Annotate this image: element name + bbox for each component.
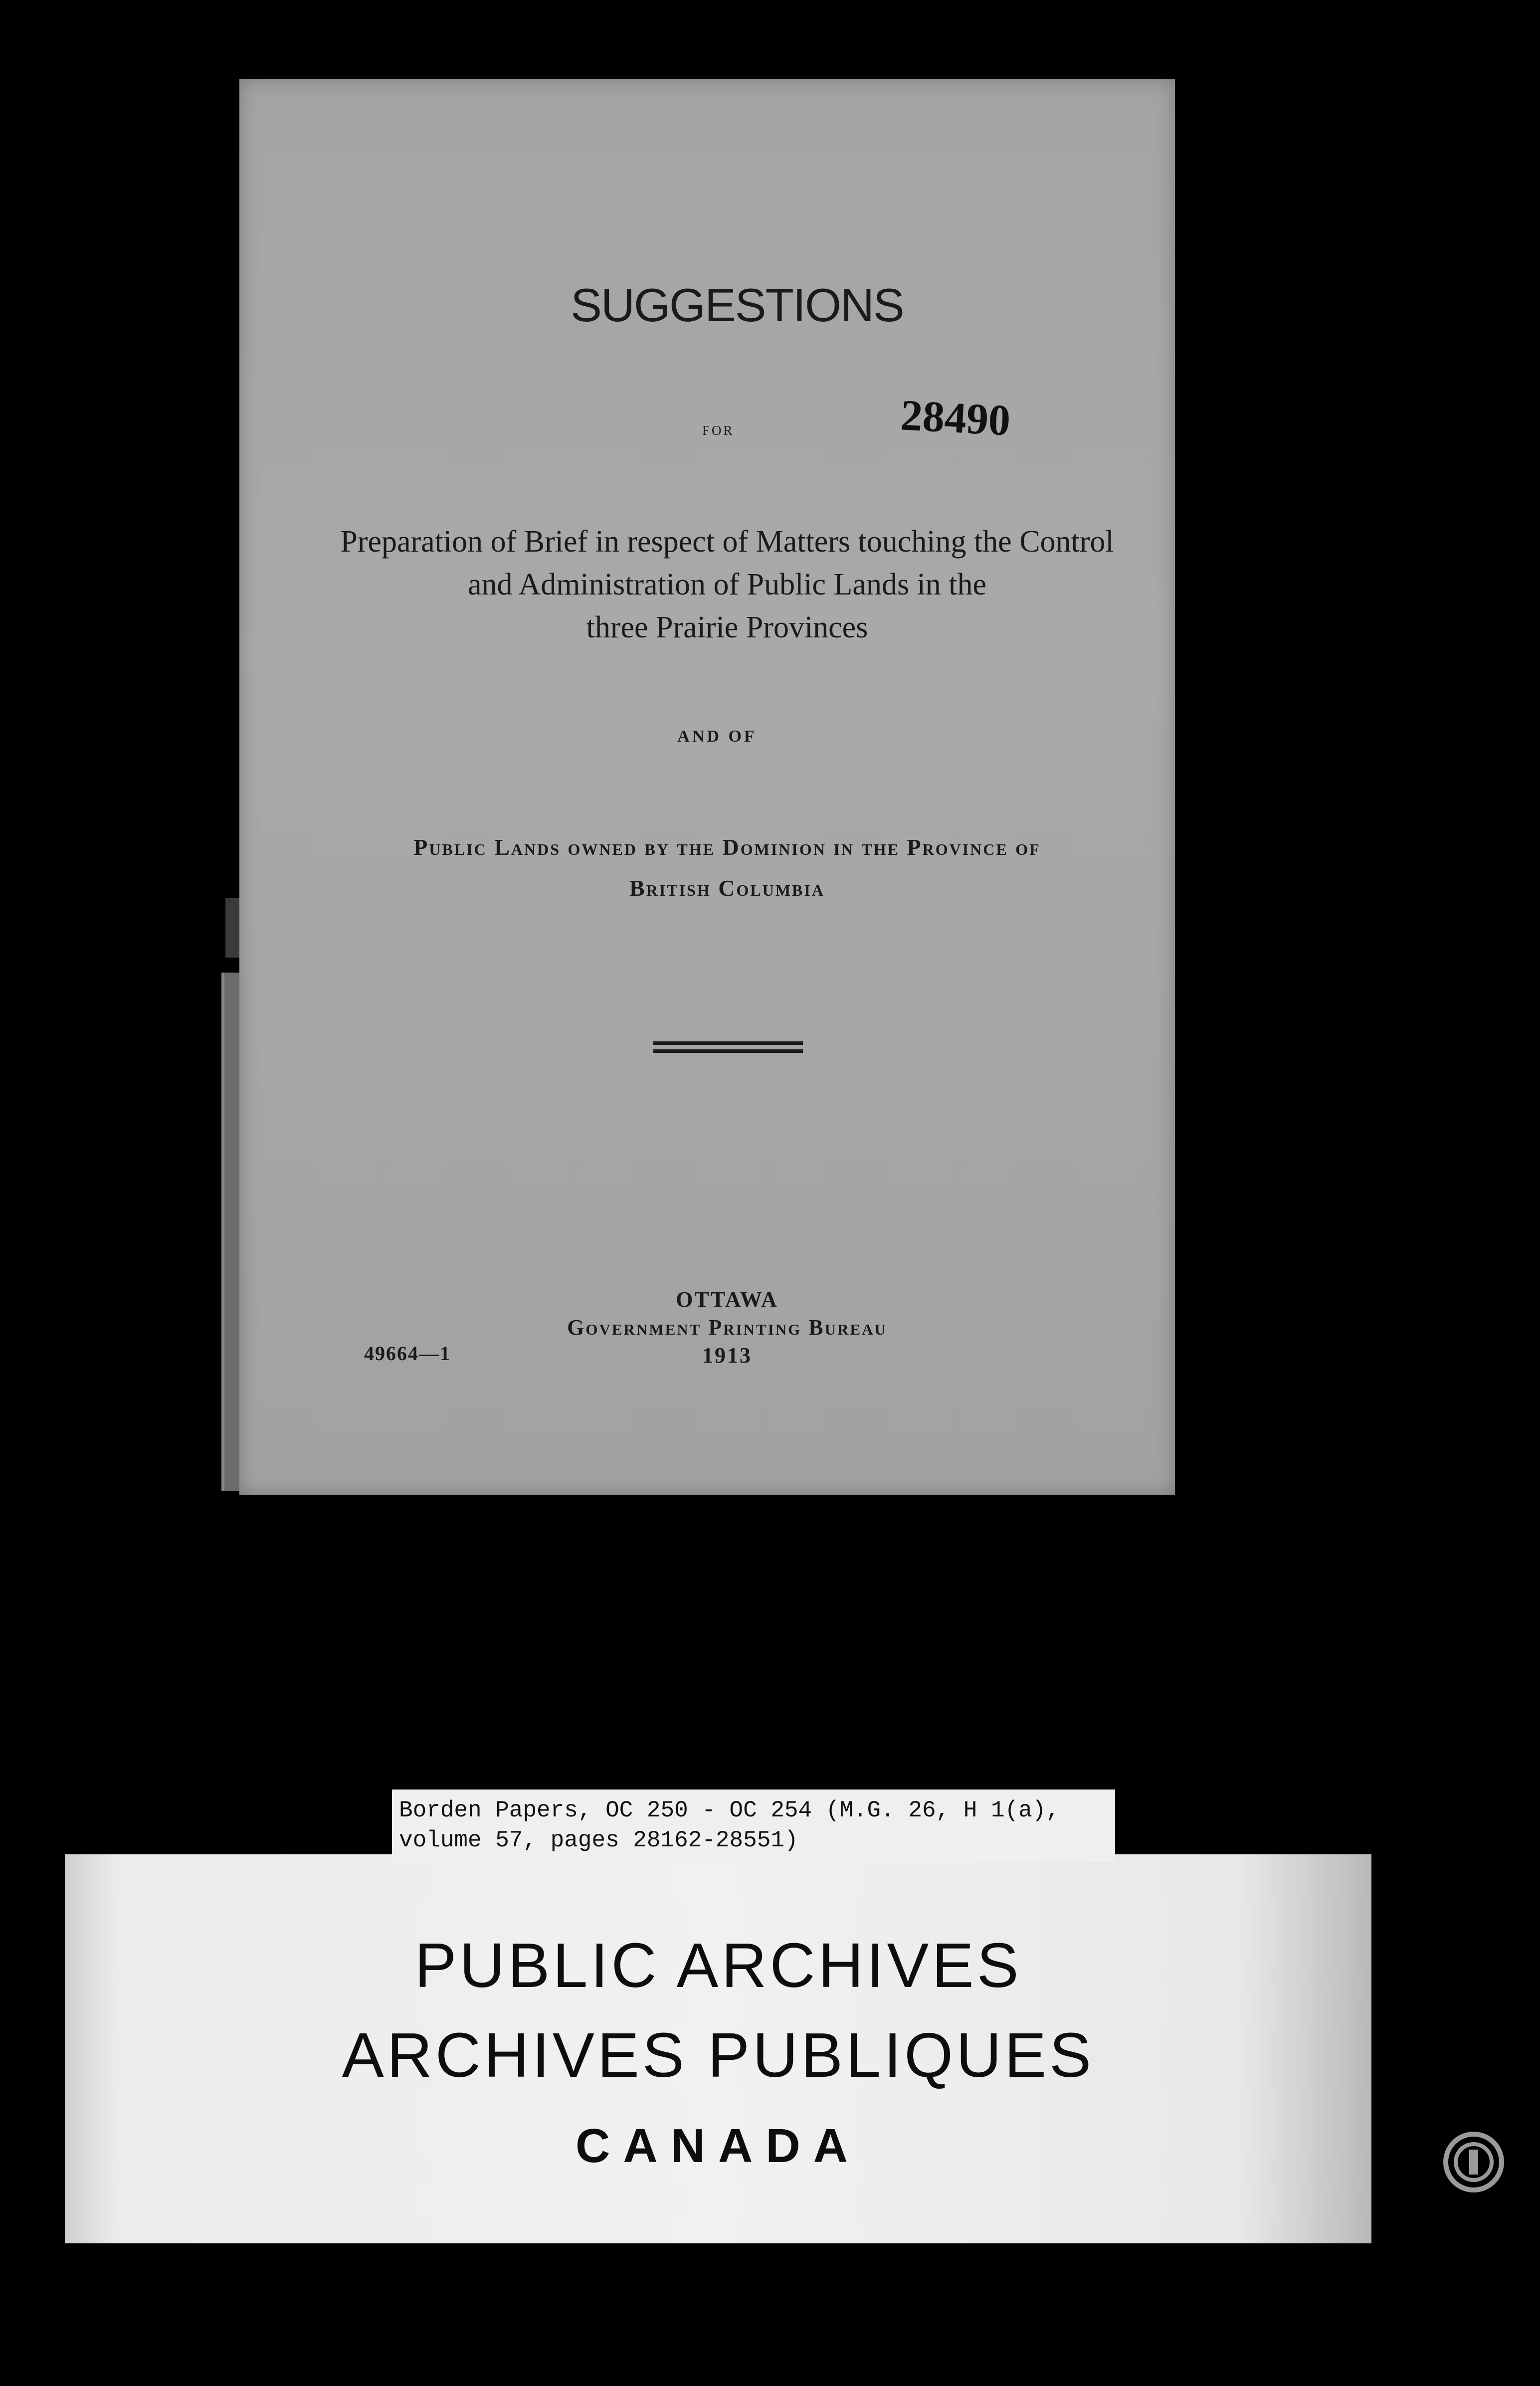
subject-text [259, 520, 1195, 649]
booklet-cover [239, 79, 1175, 1495]
archives-line-country: CANADA [576, 2119, 861, 2173]
double-rule-top [653, 1041, 803, 1045]
imprint-printer: Government Printing Bureau [567, 1315, 887, 1340]
and-of-text: AND OF [677, 727, 757, 746]
booklet-title: SUGGESTIONS [571, 279, 904, 331]
double-rule-bottom [653, 1049, 803, 1053]
microfilm-emblem-icon [1441, 2130, 1506, 2194]
imprint-year: 1913 [702, 1343, 752, 1368]
reference-line: volume 57, pages 28162-28551) [399, 1827, 798, 1853]
lands-text [259, 827, 1195, 909]
subject-line: and Administration of Public Lands in the [467, 568, 987, 601]
lands-line: Public Lands owned by the Dominion in the Province of [413, 834, 1041, 860]
archives-line-english: PUBLIC ARCHIVES [414, 1930, 1022, 2000]
for-word: for [702, 418, 735, 439]
stamped-number: 28490 [899, 391, 1012, 445]
archives-card [65, 1854, 1371, 2243]
print-code: 49664—1 [364, 1342, 451, 1365]
reference-line: Borden Papers, OC 250 - OC 254 (M.G. 26, H 1(a), [399, 1797, 1060, 1823]
subject-line: Preparation of Brief in respect of Matters touching the Control [340, 525, 1114, 559]
reference-label [392, 1790, 1115, 1862]
subject-line: three Prairie Provinces [586, 610, 868, 644]
archives-line-french: ARCHIVES PUBLIQUES [342, 2020, 1095, 2090]
imprint-city: OTTAWA [676, 1287, 778, 1312]
lands-line: British Columbia [629, 875, 825, 901]
